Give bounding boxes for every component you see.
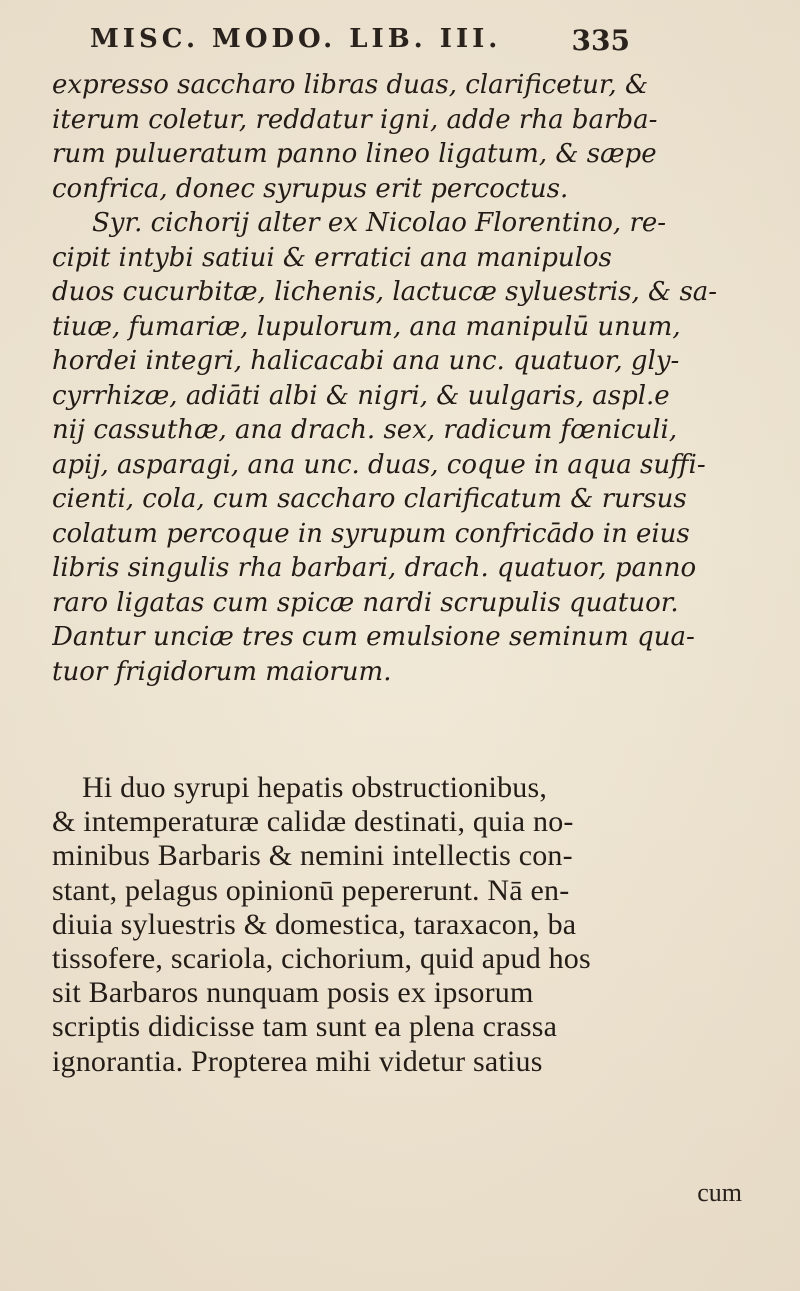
recipe-line: cienti, cola, cum saccharo clarificatum & rursus [52, 484, 687, 514]
recipe-line: apij, asparagi, ana unc. duas, coque in aqua suffi- [52, 449, 706, 480]
recipe-line: hordei integri, halicacabi ana unc. quatuor, gly- [52, 346, 680, 376]
recipe-line: nij cassuthæ, ana drach. sex, radicum fœniculi, [52, 415, 678, 445]
commentary-line: tissofere, scariola, cichorium, quid apud hos [52, 942, 591, 976]
page-number: 335 [571, 24, 630, 57]
page-header [90, 22, 630, 62]
commentary-line: & intemperaturæ calidæ destinati, quia no- [52, 805, 574, 839]
commentary-line: scriptis didicisse tam sunt ea plena crassa [52, 1010, 558, 1044]
commentary-line: ignorantia. Propterea mihi videtur satius [52, 1044, 543, 1078]
commentary-line: sit Barbaros nunquam posis ex ipsorum [52, 976, 534, 1010]
recipe-line: cyrrhizæ, adiāti albi & nigri, & uulgaris, aspl.e [52, 380, 670, 411]
commentary-line: Hi duo syrupi hepatis obstructionibus, [82, 771, 548, 804]
running-head: MISC. MODO. LIB. III. [90, 24, 502, 54]
recipe-line: iterum coletur, reddatur igni, adde rha barba- [52, 104, 658, 135]
recipe-line: tiuæ, fumariæ, lupulorum, ana manipulū unum, [52, 311, 681, 342]
commentary-text-block [52, 771, 742, 1079]
recipe-line: colatum percoque in syrupum confricādo in eius [52, 518, 690, 549]
commentary-line: stant, pelagus opinionū pepererunt. Nā en- [52, 873, 570, 907]
recipe-line: libris singulis rha barbari, drach. quatuor, panno [52, 553, 697, 583]
recipe-line: tuor frigidorum maiorum. [52, 656, 392, 687]
recipe-line: cipit intybi satiui & erratici ana manipulos [52, 242, 612, 273]
recipe-text-block [52, 68, 742, 689]
commentary-line: minibus Barbaris & nemini intellectis con- [52, 839, 573, 873]
recipe-line: Syr. cichorij alter ex Nicolao Florentino, re- [92, 208, 667, 238]
recipe-line: Dantur unciæ tres cum emulsione seminum qua- [52, 622, 695, 652]
catchword: cum [697, 1178, 742, 1207]
recipe-line: raro ligatas cum spicæ nardi scrupulis quatuor. [52, 587, 679, 618]
recipe-line: confrica, donec syrupus erit percoctus. [52, 173, 569, 204]
recipe-line: rum pulueratum panno lineo ligatum, & sæpe [52, 139, 657, 169]
commentary-line: diuia syluestris & domestica, taraxacon, ba [52, 907, 577, 941]
recipe-line: expresso saccharo libras duas, clarificetur, & [52, 70, 649, 100]
recipe-line: duos cucurbitæ, lichenis, lactucæ syluestris, & sa- [52, 277, 718, 307]
